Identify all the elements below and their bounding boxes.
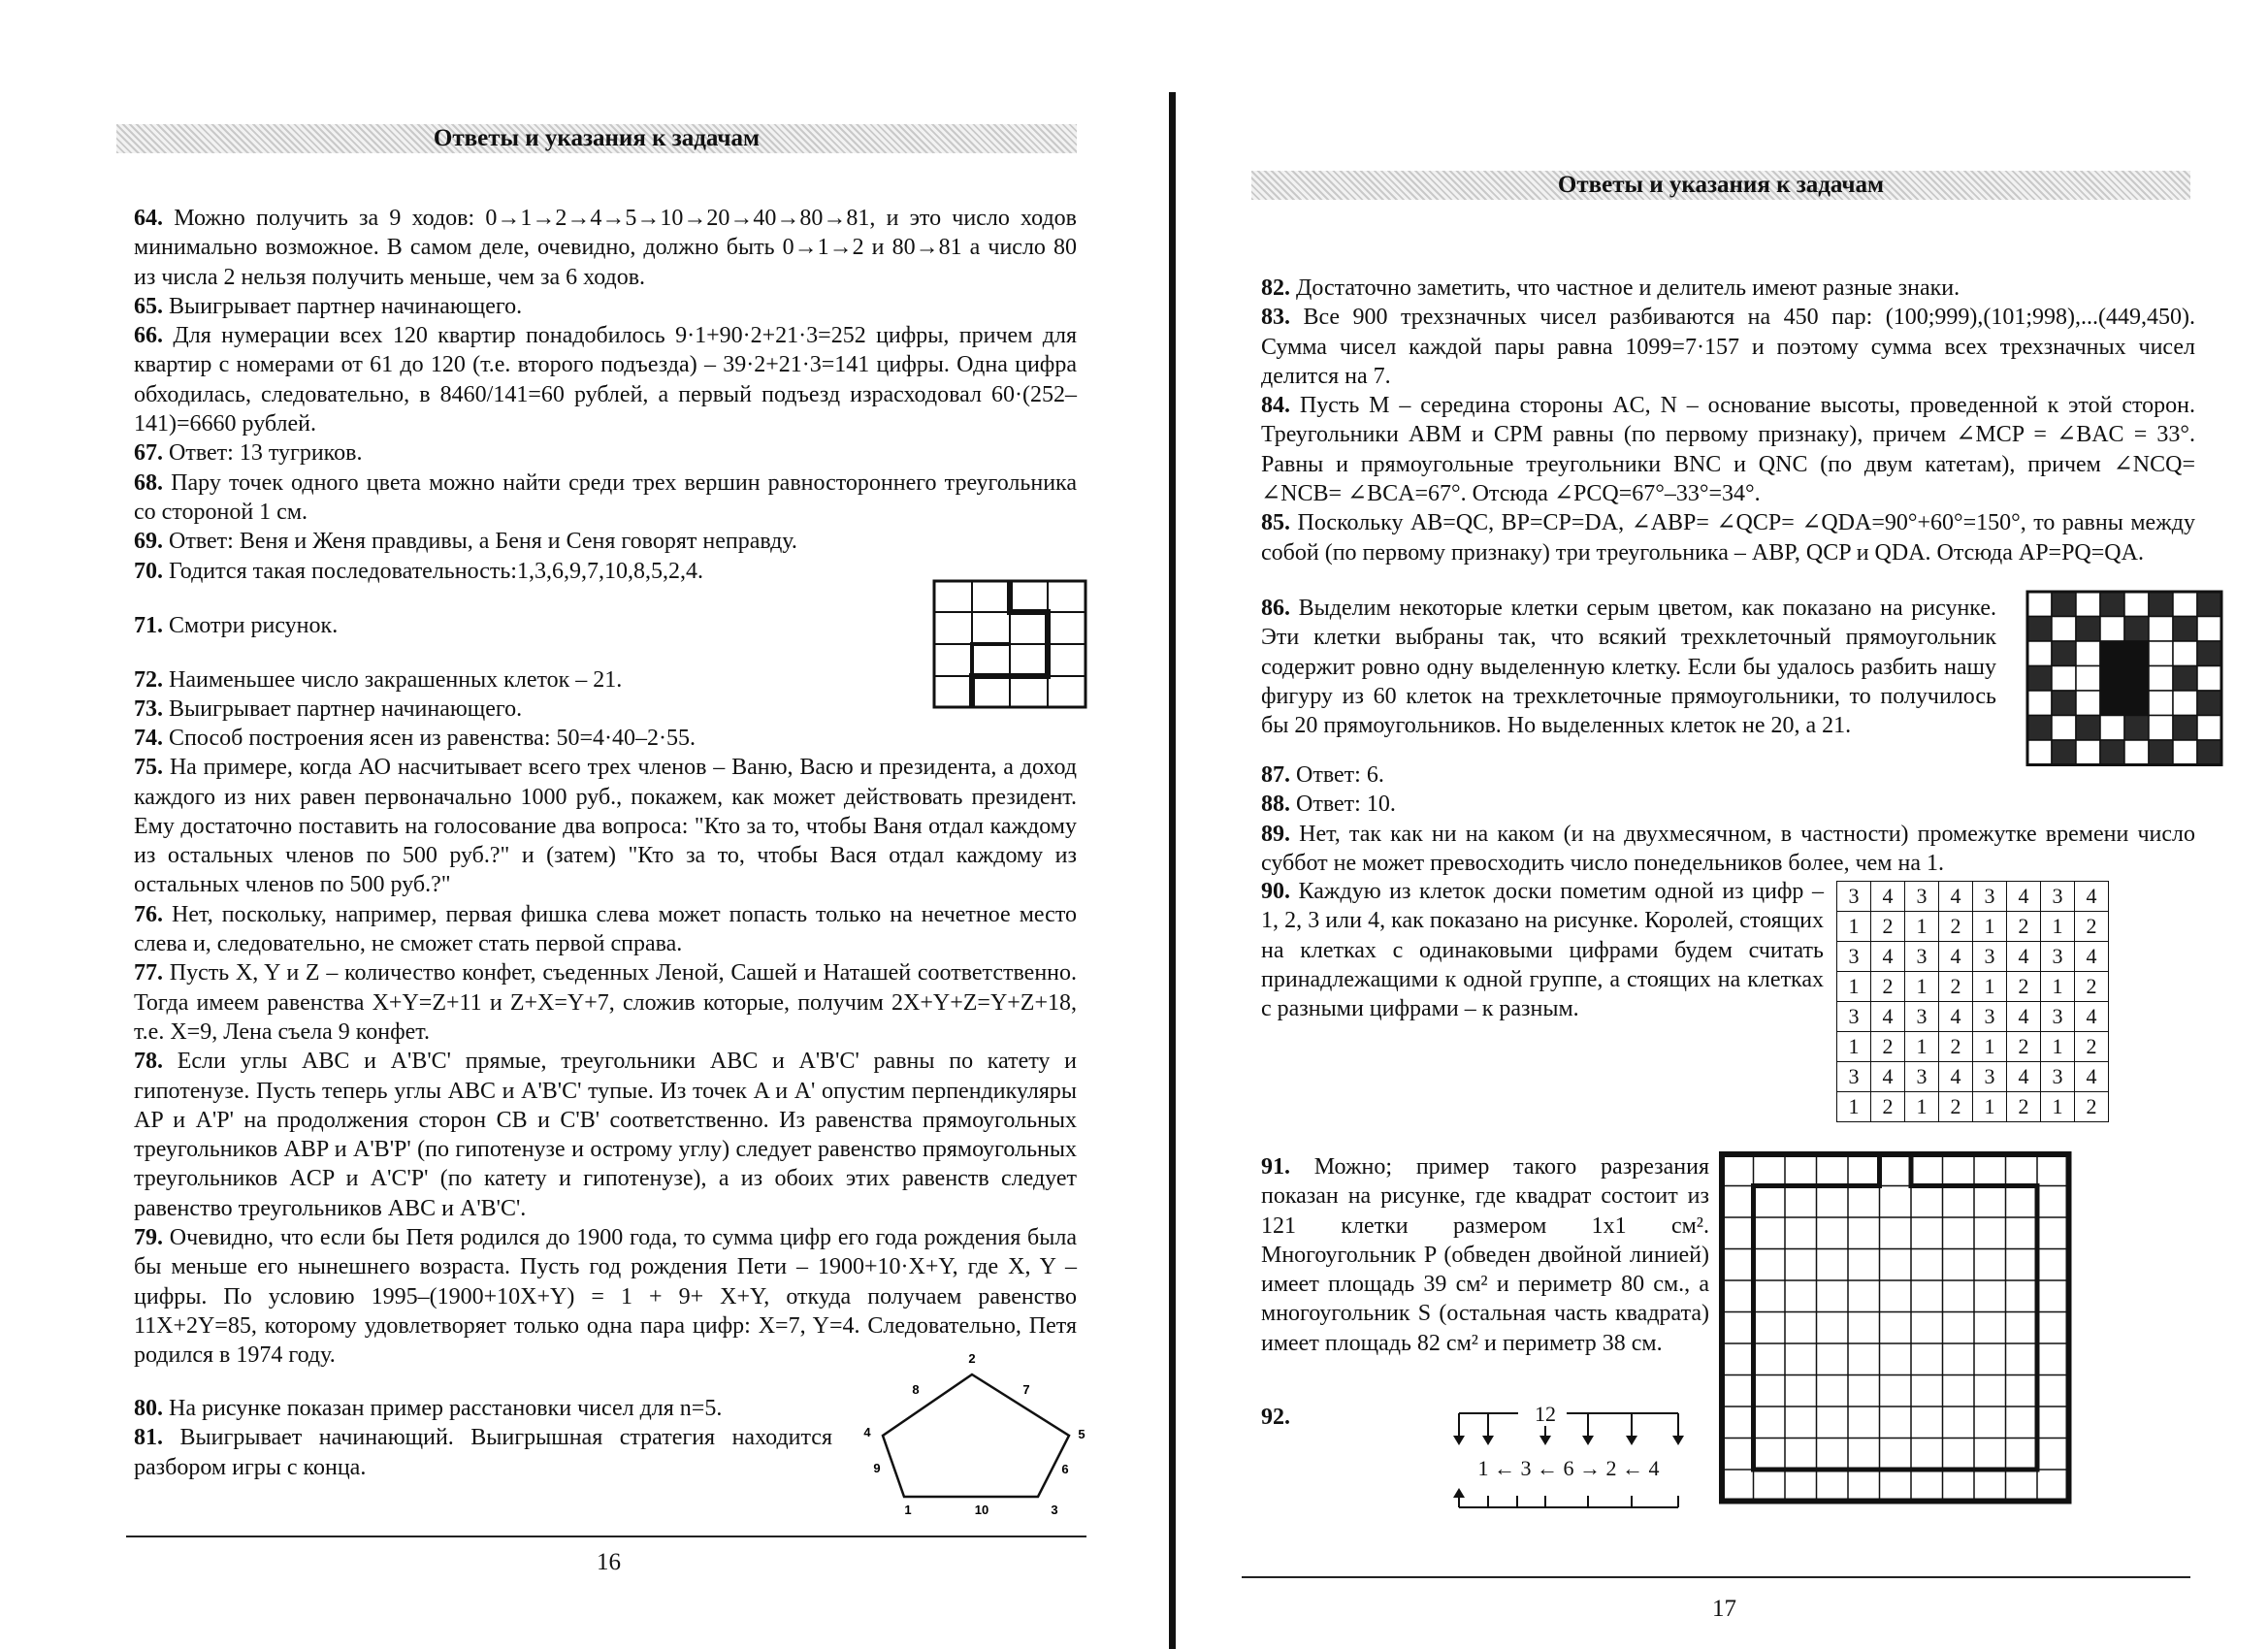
board-cell: 3 — [2041, 1062, 2075, 1092]
grid-cell — [2076, 617, 2100, 642]
grid-cell — [2149, 617, 2173, 642]
board-cell: 4 — [1939, 882, 1973, 912]
board-cell: 4 — [2007, 1062, 2041, 1092]
answer-item — [1261, 508, 2195, 567]
figure-90-digit-board — [1836, 881, 2109, 1122]
answer-item — [134, 724, 1077, 753]
answers-87-89 — [1261, 760, 2195, 878]
answer-number: 70. — [134, 558, 163, 584]
running-header-left — [116, 124, 1077, 153]
board-cell: 2 — [1871, 1032, 1905, 1062]
answer-item — [134, 753, 1077, 899]
grid-cell — [2197, 592, 2221, 617]
grid-cell — [2027, 592, 2052, 617]
grid-cell — [2149, 716, 2173, 741]
answer-number: 92. — [1261, 1405, 1290, 1430]
answer-number: 69. — [134, 529, 163, 555]
figure-92-chain: 1 ← 3 ← 6 → 2 ← 4 — [1477, 1456, 1660, 1480]
answer-71 — [134, 611, 716, 640]
board-cell: 3 — [1837, 1002, 1871, 1032]
grid-cell — [2173, 617, 2197, 642]
board-cell: 3 — [2041, 1002, 2075, 1032]
board-cell: 1 — [2041, 1092, 2075, 1122]
answer-text: Для нумерации всех 120 квартир понадобилось 9·1+90·2+21·3=252 цифры, причем для квартир с номерами от 61 до 120 (т.е. второго подъезда) – 39·2+21·3=141 цифры. Одна цифра обходилась, следовательно, в 8460/141=60 рублей, а первый подъезд израсходовал 60·(252–141)=6660 рублей. — [134, 323, 1077, 437]
grid-cell — [2149, 691, 2173, 716]
answer-number: 90. — [1261, 879, 1290, 904]
board-cell: 2 — [2007, 1092, 2041, 1122]
board-cell: 1 — [1973, 972, 2007, 1002]
answer-number: 79. — [134, 1225, 163, 1251]
grid-cell — [2124, 617, 2149, 642]
figure-71-grid — [933, 580, 1088, 710]
answer-number: 75. — [134, 755, 163, 781]
answer-item — [134, 527, 1077, 556]
board-cell: 1 — [2041, 912, 2075, 942]
answer-text: Годится такая последовательность:1,3,6,9,7,10,8,5,2,4. — [163, 558, 703, 584]
answer-text: Нет, так как ни на каком (и на двухмесячном, в частности) промежутке времени число суббот не может превосходить число понедельников более, чем на 1. — [1261, 821, 2195, 876]
grid-cell — [2173, 592, 2197, 617]
pentagon-label: 9 — [873, 1461, 881, 1475]
answer-text: Способ построения ясен из равенства: 50=4·40–2·55. — [163, 726, 696, 751]
board-cell: 3 — [2041, 882, 2075, 912]
pentagon-label: 5 — [1078, 1427, 1085, 1441]
board-cell: 2 — [2075, 1032, 2109, 1062]
answer-item — [134, 900, 1077, 959]
board-row — [1837, 1092, 2109, 1122]
figure-86-grid — [2025, 590, 2225, 768]
board-cell: 4 — [2075, 1062, 2109, 1092]
answer-number: 78. — [134, 1049, 163, 1075]
board-row — [1837, 882, 2109, 912]
grid-cell — [2197, 691, 2221, 716]
board-cell: 2 — [2007, 972, 2041, 1002]
grid-cell — [2197, 740, 2221, 765]
page-number-right: 17 — [1712, 1596, 1736, 1622]
answer-number: 72. — [134, 667, 163, 693]
board-cell: 2 — [2075, 972, 2109, 1002]
grid-cell — [2076, 691, 2100, 716]
board-cell: 4 — [2007, 882, 2041, 912]
grid-cell — [2027, 641, 2052, 666]
board-cell: 4 — [2007, 942, 2041, 972]
grid-cell — [2027, 666, 2052, 692]
board-cell: 4 — [1939, 942, 1973, 972]
answer-text: Выигрывает начинающий. Выигрышная стратегия находится разбором игры с конца. — [134, 1425, 832, 1480]
board-cell: 2 — [2075, 1092, 2109, 1122]
answer-number: 89. — [1261, 821, 1290, 847]
answer-item — [134, 1223, 1077, 1370]
answer-number: 85. — [1261, 510, 1290, 536]
answer-92 — [1261, 1403, 1339, 1432]
answer-text: На примере, когда АО насчитывает всего трех членов – Ваню, Васю и президента, а доход каждого из них равен первоначально 1000 руб., покажем, как может действовать президент. Ему достаточно поставить на голосование два вопроса: "Кто за то, чтобы Ваня отдал каждому из остальных членов по 500 руб.?" и (затем) "Кто за то, чтобы Вася отдал каждому из остальных членов по 500 руб.?" — [134, 755, 1077, 898]
board-cell: 2 — [1871, 912, 1905, 942]
board-cell: 1 — [1837, 972, 1871, 1002]
grid-cell — [2027, 716, 2052, 741]
board-row — [1837, 972, 2109, 1002]
grid-cell — [2100, 592, 2124, 617]
board-row — [1837, 912, 2109, 942]
figure-92-diagram — [1445, 1399, 1736, 1525]
answer-text: Выделим некоторые клетки серым цветом, как показано на рисунке. Эти клетки выбраны так, что всякий трехклеточный прямоугольник содержит ровно одну выделенную клетку. Если бы удалось разбить нашу фигуру из 60 клеток на трехклеточные прямоугольники, то получилось бы 20 прямоугольников. Но выделенных клеток не 20, а 21. — [1261, 596, 1996, 739]
answer-number: 64. — [134, 206, 163, 231]
answer-text: Пусть X, Y и Z – количество конфет, съеденных Леной, Сашей и Наташей соответственно. Тогда имеем равенства X+Y=Z+11 и Z+X=Y+7, сложив которые, получим 2X+Y+Z=Y+Z+18, т.е. X=9, Лена съела 9 конфет. — [134, 960, 1077, 1045]
board-cell: 2 — [1939, 1032, 1973, 1062]
answer-text: Пусть M – середина стороны AC, N – основание высоты, проведенной к этой сторон. Треугольники ABM и CPM равны (по первому признаку), причем ∠MCP = ∠BAC = 33°. Равны и прямоугольные треугольники BNC и QNC (по двум катетам), причем ∠NCQ= ∠NCB= ∠BCA=67°. Отсюда ∠PCQ=67°–33°=34°. — [1261, 393, 2196, 507]
answer-text: Если углы ABC и A'B'C' прямые, треугольники ABC и A'B'C' равны по катету и гипотенузе. Пусть теперь углы ABC и A'B'C' тупые. Из точек A и A' опустим перпендикуляры AP и A'P' на продолжения сторон CB и C'B' соответственно. Из равенства прямоугольных треугольников ABP и A'B'P' (по гипотенузе и острому углу) следует равенство прямоугольных треугольников ACP и A'C'P' (по катету и гипотенузе), а из обоих этих равенств следует равенство треугольников ABC и A'B'C'. — [134, 1049, 1078, 1221]
answer-item — [134, 438, 1077, 468]
figure-80-pentagon — [854, 1353, 1086, 1523]
answer-text: Ответ: 10. — [1290, 792, 1396, 818]
board-row — [1837, 1002, 2109, 1032]
grid-cell — [2076, 666, 2100, 692]
answer-text: Можно получить за 9 ходов: 0→1→2→4→5→10→20→40→80→81, и это число ходов минимально возможное. В самом деле, очевидно, должно быть 0→1→2 и 80→81 а число 80 из числа 2 нельзя получить меньше, чем за 6 ходов. — [134, 206, 1077, 290]
board-cell: 3 — [2041, 942, 2075, 972]
answers-74-79 — [134, 724, 1077, 1371]
board-cell: 1 — [1837, 1092, 1871, 1122]
pentagon-label: 6 — [1061, 1462, 1069, 1476]
grid-cell — [2173, 666, 2197, 692]
board-cell: 2 — [2007, 1032, 2041, 1062]
board-cell: 4 — [2075, 1002, 2109, 1032]
answer-number: 67. — [134, 440, 163, 467]
board-cell: 4 — [1939, 1062, 1973, 1092]
board-cell: 1 — [1905, 972, 1939, 1002]
right-page — [1169, 0, 2268, 1649]
answer-text: Можно; пример такого разрезания показан на рисунке, где квадрат состоит из 121 клетки размером 1x1 см². Многоугольник P (обведен двойной линией) имеет площадь 39 см² и периметр 80 см., а многоугольник S (остальная часть квадрата) имеет площадь 82 см² и периметр 38 см. — [1261, 1154, 1709, 1356]
answer-text: Нет, поскольку, например, первая фишка слева может попасть только на нечетное место слева и, следовательно, не сможет стать первой справа. — [134, 901, 1077, 957]
board-cell: 3 — [1973, 1002, 2007, 1032]
board-row — [1837, 1032, 2109, 1062]
pentagon-label: 1 — [904, 1503, 912, 1517]
answer-number: 91. — [1261, 1154, 1290, 1180]
grid-cell — [2052, 716, 2076, 741]
grid-cell — [2027, 617, 2052, 642]
answer-number: 86. — [1261, 596, 1290, 621]
answers-82-85 — [1261, 274, 2195, 567]
answer-item — [134, 1047, 1077, 1223]
answer-text: Смотри рисунок. — [163, 613, 339, 638]
answer-item — [134, 204, 1077, 292]
answer-item — [134, 321, 1077, 438]
grid-cell — [2076, 716, 2100, 741]
footer-rule-left — [126, 1536, 1086, 1537]
grid-cell — [2052, 641, 2076, 666]
grid-cell — [2100, 617, 2124, 642]
answer-number: 71. — [134, 613, 163, 638]
answer-90 — [1261, 877, 1824, 1023]
grid-cell — [2149, 592, 2173, 617]
answer-number: 65. — [134, 293, 163, 319]
answer-number: 88. — [1261, 792, 1290, 818]
grid-cell — [2124, 716, 2149, 741]
board-cell: 3 — [1973, 1062, 2007, 1092]
answer-number: 87. — [1261, 762, 1290, 788]
answer-number: 66. — [134, 323, 163, 349]
pentagon-label: 4 — [863, 1425, 871, 1439]
board-row — [1837, 942, 2109, 972]
footer-rule-right — [1242, 1576, 2190, 1578]
board-cell: 2 — [1939, 1092, 1973, 1122]
answer-item — [134, 292, 1077, 321]
answer-item — [1261, 391, 2195, 508]
grid-cell — [2197, 617, 2221, 642]
answers-80-81 — [134, 1394, 832, 1482]
figure-92-top-number: 12 — [1535, 1402, 1556, 1426]
pentagon-label: 8 — [912, 1382, 920, 1397]
grid-cell — [2197, 666, 2221, 692]
answer-text: Пару точек одного цвета можно найти среди трех вершин равностороннего треугольника со стороной 1 см. — [134, 469, 1077, 525]
board-cell: 1 — [1837, 912, 1871, 942]
answer-text: Поскольку AB=QC, BP=CP=DA, ∠ABP= ∠QCP= ∠QDA=90°+60°=150°, то равны между собой (по первому признаку) три треугольника – ABP, QCP и QDA. Отсюда AP=PQ=QA. — [1261, 510, 2195, 566]
grid-cell — [2052, 691, 2076, 716]
grid-cell — [2173, 691, 2197, 716]
board-cell: 3 — [1905, 942, 1939, 972]
board-cell: 2 — [1871, 1092, 1905, 1122]
board-cell: 3 — [1837, 882, 1871, 912]
board-cell: 3 — [1905, 882, 1939, 912]
answer-text: Ответ: 13 тугриков. — [163, 440, 363, 467]
board-cell: 1 — [1973, 1092, 2007, 1122]
answer-text: Наименьшее число закрашенных клеток – 21. — [163, 667, 623, 693]
grid-cell — [2197, 641, 2221, 666]
board-cell: 3 — [1905, 1002, 1939, 1032]
board-cell: 3 — [1973, 882, 2007, 912]
page-number-left: 16 — [597, 1549, 621, 1575]
answer-text: Достаточно заметить, что частное и делитель имеют разные знаки. — [1290, 275, 1960, 301]
answer-number: 84. — [1261, 393, 1290, 419]
board-cell: 4 — [1871, 882, 1905, 912]
board-cell: 4 — [2075, 882, 2109, 912]
answer-number: 73. — [134, 696, 163, 723]
board-cell: 1 — [1973, 912, 2007, 942]
figure-91-square — [1720, 1152, 2072, 1504]
grid-cell — [2052, 617, 2076, 642]
answer-text: Выигрывает партнер начинающего. — [163, 696, 523, 723]
answer-text: Каждую из клеток доски пометим одной из цифр – 1, 2, 3 или 4, как показано на рисунке. Королей, стоящих на клетках с одинаковыми цифрами будем считать принадлежащими к одной группе, а стоящих на клетках с разными цифрами – к разным. — [1261, 879, 1824, 1022]
board-cell: 4 — [1871, 942, 1905, 972]
grid-cell — [2149, 666, 2173, 692]
answer-text: Очевидно, что если бы Петя родился до 1900 года, то сумма цифр его года рождения была бы меньше его нынешнего возраста. Пусть год рождения Пети – 1900+10·X+Y, где X, Y – цифры. По условию 1995–(1900+10X+Y) = 1 + 9+ X+Y, откуда получаем равенство 11X+2Y=85, которому удовлетворяет только одна пара цифр: X=7, Y=4. Следовательно, Петя родился в 1974 году. — [134, 1225, 1078, 1369]
grid-cell — [2173, 641, 2197, 666]
answer-number: 74. — [134, 726, 163, 751]
board-cell: 3 — [1837, 942, 1871, 972]
answer-number: 82. — [1261, 275, 1290, 301]
grid-center-block — [2100, 641, 2149, 716]
board-cell: 4 — [2075, 942, 2109, 972]
grid-cell — [2197, 716, 2221, 741]
answer-number: 80. — [134, 1396, 163, 1421]
grid-cell — [2173, 716, 2197, 741]
running-header-right — [1251, 171, 2190, 200]
pentagon-label: 3 — [1051, 1503, 1058, 1517]
answer-number: 77. — [134, 960, 163, 986]
answer-text: Выигрывает партнер начинающего. — [163, 293, 523, 319]
answer-item — [134, 958, 1077, 1047]
board-cell: 1 — [1905, 1032, 1939, 1062]
board-cell: 2 — [2075, 912, 2109, 942]
running-header-text: Ответы и указания к задачам — [433, 125, 761, 151]
answer-number: 76. — [134, 901, 163, 927]
pentagon-label: 2 — [968, 1351, 976, 1366]
answers-64-70 — [134, 204, 1077, 586]
board-cell: 4 — [1939, 1002, 1973, 1032]
board-cell: 3 — [1973, 942, 2007, 972]
board-cell: 3 — [1837, 1062, 1871, 1092]
pentagon-label: 7 — [1022, 1382, 1030, 1397]
answer-text: Ответ: 6. — [1290, 762, 1384, 788]
board-cell: 4 — [2007, 1002, 2041, 1032]
grid-cell — [2076, 592, 2100, 617]
answer-item — [1261, 303, 2195, 391]
running-header-text: Ответы и указания к задачам — [1557, 172, 1885, 198]
board-cell: 2 — [1939, 972, 1973, 1002]
board-cell: 1 — [1837, 1032, 1871, 1062]
grid-cell — [2052, 666, 2076, 692]
grid-cell — [2076, 641, 2100, 666]
board-cell: 2 — [2007, 912, 2041, 942]
board-cell: 1 — [1905, 1092, 1939, 1122]
board-cell: 1 — [2041, 972, 2075, 1002]
answers-72-73 — [134, 665, 929, 725]
answer-item — [134, 469, 1077, 528]
answer-86 — [1261, 594, 1996, 740]
board-cell: 4 — [1871, 1062, 1905, 1092]
answer-number: 83. — [1261, 305, 1290, 331]
grid-cell — [2149, 641, 2173, 666]
answer-text: Ответ: Веня и Женя правдивы, а Беня и Сеня говорят неправду. — [163, 529, 797, 555]
answer-91 — [1261, 1152, 1709, 1358]
board-cell: 1 — [2041, 1032, 2075, 1062]
answer-item — [1261, 274, 2195, 303]
pentagon-label: 10 — [974, 1503, 989, 1517]
answer-text: Все 900 трехзначных чисел разбиваются на 450 пар: (100;999),(101;998),...(449,450). Сумма чисел каждой пары равна 1099=7·157 и поэтому сумма всех трехзначных чисел делится на 7. — [1261, 305, 2195, 389]
board-row — [1837, 1062, 2109, 1092]
answer-number: 81. — [134, 1425, 163, 1451]
grid-cell — [2100, 716, 2124, 741]
grid-cell — [2027, 691, 2052, 716]
answer-text: На рисунке показан пример расстановки чисел для n=5. — [163, 1396, 723, 1421]
board-cell: 2 — [1939, 912, 1973, 942]
grid-cell — [2124, 592, 2149, 617]
grid-cell — [2052, 592, 2076, 617]
answer-number: 68. — [134, 469, 163, 496]
board-cell: 3 — [1905, 1062, 1939, 1092]
board-cell: 1 — [1905, 912, 1939, 942]
board-cell: 1 — [1973, 1032, 2007, 1062]
board-cell: 4 — [1871, 1002, 1905, 1032]
board-cell: 2 — [1871, 972, 1905, 1002]
